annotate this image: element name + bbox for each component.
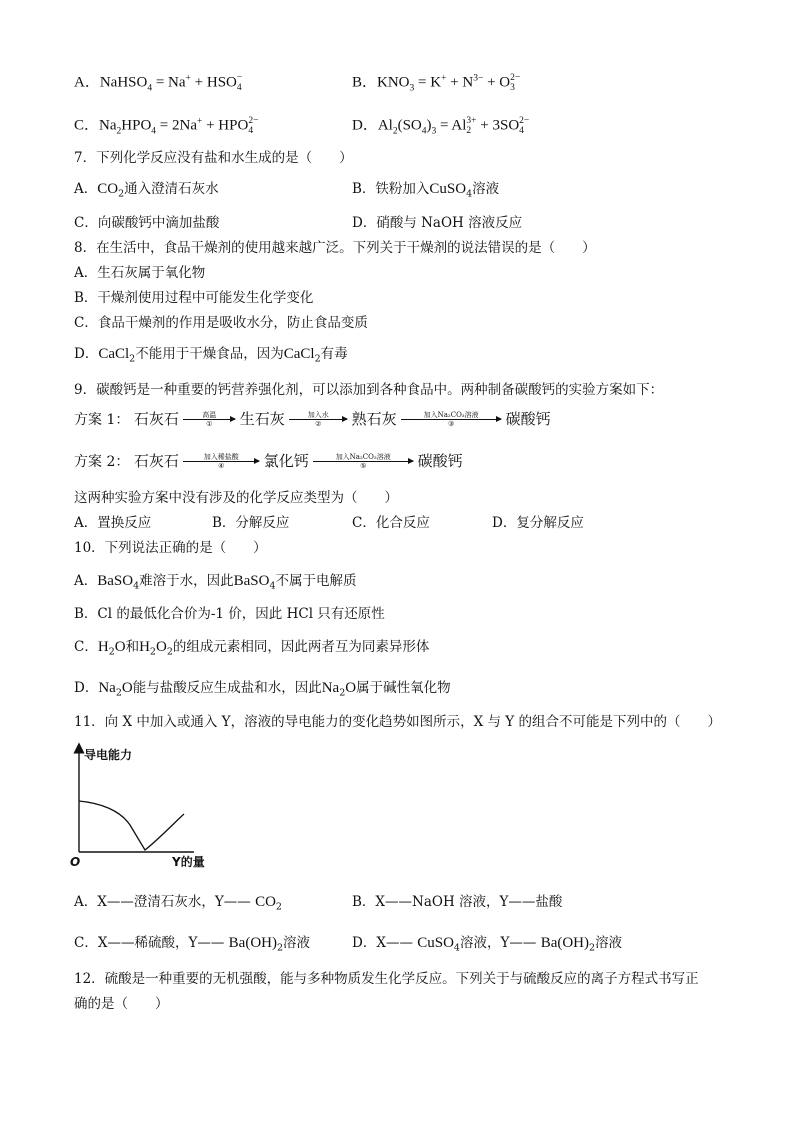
arrow-1: 高温 ① xyxy=(183,411,235,429)
q10-option-c[interactable]: C．$H_2O$和$H_2O_2$的组成元素相同，因此两者互为同素异形体 xyxy=(74,639,430,658)
q9-scheme-2: 方案 2： 石灰石 加入稀盐酸 ④ 氯化钙 加入Na₂CO₃溶液 ⑤ 碳酸钙 xyxy=(74,452,463,470)
q9-option-c[interactable]: C．化合反应 xyxy=(352,515,430,531)
arrow-2: 加入水 ② xyxy=(289,411,347,429)
q7-option-a[interactable]: A．$CO_2$通入澄清石灰水 xyxy=(74,181,219,200)
q9-stem: 9．碳酸钙是一种重要的钙营养强化剂，可以添加到各种食品中。两种制备碳酸钙的实验方案如下： xyxy=(74,382,664,398)
q8-option-a[interactable]: A．生石灰属于氧化物 xyxy=(74,265,206,281)
q9-scheme-1: 方案 1： 石灰石 高温 ① 生石灰 加入水 ② 熟石灰 加入Na₂CO₃溶液 ③ 碳酸钙 xyxy=(74,410,551,428)
conductivity-chart xyxy=(70,740,230,870)
q11-option-a[interactable]: A．X——澄清石灰水，Y—— $CO_2$ xyxy=(74,894,282,913)
q6-option-a[interactable]: A．NaHSO$_4$ = Na+ + HSO − 4 xyxy=(74,73,243,94)
q10-option-d[interactable]: D．$Na_2O$能与盐酸反应生成盐和水，因此$Na_2O$属于碱性氧化物 xyxy=(74,680,451,699)
q6-option-d[interactable]: D．$Al_2(SO_4)_3 = Al$ 3+ 2 + 3SO 2− 4 xyxy=(352,116,530,137)
conductivity-curve xyxy=(79,801,184,850)
q9-option-a[interactable]: A．置换反应 xyxy=(74,515,152,531)
q10-option-b[interactable]: B．Cl 的最低化合价为-1 价，因此 HCl 只有还原性 xyxy=(74,606,385,622)
q12-stem-line1: 12．硫酸是一种重要的无机强酸，能与多种物质发生化学反应。下列关于与硫酸反应的离子方程式书写正 xyxy=(74,971,699,987)
q7-option-d[interactable]: D．硝酸与 NaOH 溶液反应 xyxy=(352,215,523,231)
q10-option-a[interactable]: A．BaSO$_4$难溶于水，因此BaSO$_4$不属于电解质 xyxy=(74,573,357,592)
q10-stem: 10．下列说法正确的是（ ） xyxy=(74,540,267,556)
q9-question: 这两种实验方案中没有涉及的化学反应类型为（ ） xyxy=(74,490,398,506)
q8-stem: 8．在生活中，食品干燥剂的使用越来越广泛。下列关于干燥剂的说法错误的是（ ） xyxy=(74,240,596,256)
q8-option-c[interactable]: C．食品干燥剂的作用是吸收水分，防止食品变质 xyxy=(74,315,368,331)
q11-stem: 11．向 X 中加入或通入 Y，溶液的导电能力的变化趋势如图所示，X 与 Y 的组合不可能是下列中的（ ） xyxy=(74,714,721,730)
q7-option-c[interactable]: C．向碳酸钙中滴加盐酸 xyxy=(74,215,220,231)
q11-option-b[interactable]: B．X——NaOH 溶液，Y——盐酸 xyxy=(352,894,563,910)
q6-option-b[interactable]: B．$KNO_3 = K^+ + N^{3-} + O$ 2− 3 xyxy=(352,73,521,94)
q11-option-d[interactable]: D．X—— CuSO$_4$溶液，Y—— $Ba(OH)_2$溶液 xyxy=(352,935,623,954)
arrow-4: 加入稀盐酸 ④ xyxy=(183,453,259,471)
q8-option-b[interactable]: B．干燥剂使用过程中可能发生化学变化 xyxy=(74,290,314,306)
x-axis-label: Y的量 xyxy=(172,855,205,869)
q8-option-d[interactable]: D．CaCl$_2$不能用于干燥食品，因为CaCl$_2$有毒 xyxy=(74,346,348,365)
arrow-5: 加入Na₂CO₃溶液 ⑤ xyxy=(313,453,413,471)
q7-option-b[interactable]: B．铁粉加入CuSO$_4$溶液 xyxy=(352,181,500,200)
q7-stem: 7．下列化学反应没有盐和水生成的是（ ） xyxy=(74,150,353,166)
q9-option-d[interactable]: D．复分解反应 xyxy=(492,515,584,531)
q6-option-c[interactable]: C．$Na_2HPO_4 = 2Na^+$ + HPO 2− 4 xyxy=(74,116,259,137)
arrow-3: 加入Na₂CO₃溶液 ③ xyxy=(401,411,501,429)
q12-stem-line2: 确的是（ ） xyxy=(74,996,169,1012)
q9-option-b[interactable]: B．分解反应 xyxy=(212,515,290,531)
q11-option-c[interactable]: C．X——稀硫酸，Y—— $Ba(OH)_2$溶液 xyxy=(74,935,311,954)
origin-label: O xyxy=(70,855,81,869)
y-axis-label: 导电能力 xyxy=(84,748,133,762)
